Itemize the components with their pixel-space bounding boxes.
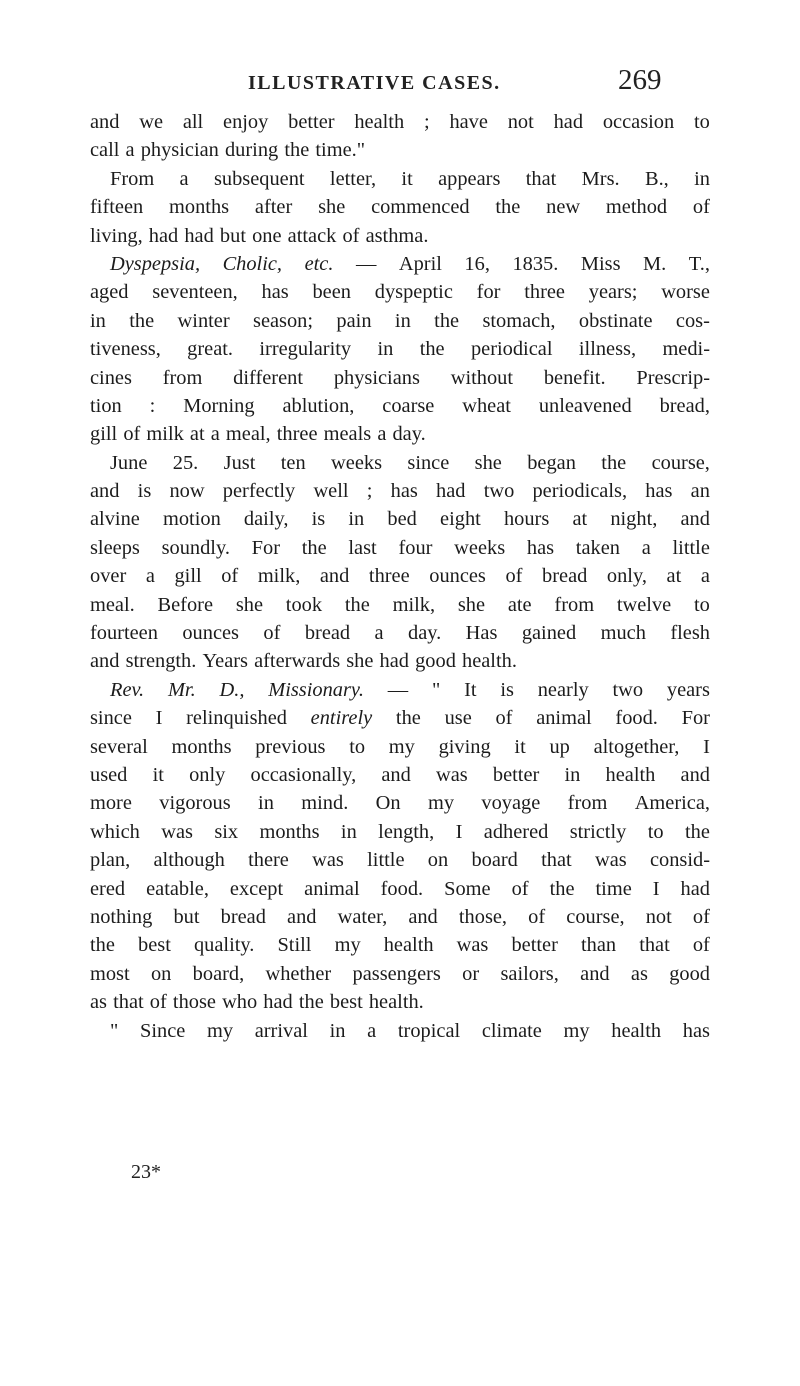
text-line: and is now perfectly well ; has had two periodicals, has an	[90, 480, 710, 503]
text-line: since I relinquished entirely the use of animal food. For	[90, 707, 710, 730]
text-line: alvine motion daily, is in bed eight hours at night, and	[90, 508, 710, 531]
text-line: call a physician during the time."	[90, 139, 366, 162]
text-line: used it only occasionally, and was better in health and	[90, 763, 710, 786]
text-line: in the winter season; pain in the stomach, obstinate cos-	[90, 309, 710, 332]
text-line: June 25. Just ten weeks since she began the course,	[110, 451, 710, 474]
text-line: as that of those who had the best health.	[90, 991, 424, 1014]
text-line: more vigorous in mind. On my voyage from America,	[90, 792, 710, 815]
page-number: 269	[618, 64, 662, 96]
signature-mark: 23*	[131, 1161, 161, 1183]
running-title: ILLUSTRATIVE CASES.	[248, 72, 501, 94]
text-line: which was six months in length, I adhered strictly to the	[90, 820, 710, 843]
text-line: plan, although there was little on board that was consid-	[90, 849, 710, 872]
text-line: most on board, whether passengers or sailors, and as good	[90, 962, 710, 985]
body-text	[90, 108, 710, 1045]
text-line: " Since my arrival in a tropical climate my health has	[110, 1019, 710, 1042]
text-line: gill of milk at a meal, three meals a day.	[90, 423, 426, 446]
text-line: several months previous to my giving it up altogether, I	[90, 735, 710, 758]
running-head	[0, 64, 800, 110]
text-line: tion : Morning ablution, coarse wheat unleavened bread,	[90, 394, 710, 417]
text-line: ered eatable, except animal food. Some of the time I had	[90, 877, 710, 900]
text-line: Rev. Mr. D., Missionary. — " It is nearly two years	[110, 678, 710, 701]
text-line: fifteen months after she commenced the new method of	[90, 196, 710, 219]
text-line: tiveness, great. irregularity in the periodical illness, medi-	[90, 338, 710, 361]
text-line: over a gill of milk, and three ounces of bread only, at a	[90, 565, 710, 588]
text-line: nothing but bread and water, and those, of course, not of	[90, 905, 710, 928]
text-line: and strength. Years afterwards she had good health.	[90, 650, 517, 673]
text-line: fourteen ounces of bread a day. Has gained much flesh	[90, 622, 710, 645]
text-line: Dyspepsia, Cholic, etc. — April 16, 1835. Miss M. T.,	[110, 252, 710, 275]
text-line: the best quality. Still my health was better than that of	[90, 934, 710, 957]
text-line: meal. Before she took the milk, she ate from twelve to	[90, 593, 710, 616]
text-line: From a subsequent letter, it appears that Mrs. B., in	[110, 167, 710, 190]
text-line: sleeps soundly. For the last four weeks has taken a little	[90, 536, 710, 559]
text-line: living, had had but one attack of asthma.	[90, 224, 429, 247]
text-line: aged seventeen, has been dyspeptic for three years; worse	[90, 281, 710, 304]
text-line: cines from different physicians without benefit. Prescrip-	[90, 366, 710, 389]
text-line: and we all enjoy better health ; have not had occasion to	[90, 111, 710, 133]
